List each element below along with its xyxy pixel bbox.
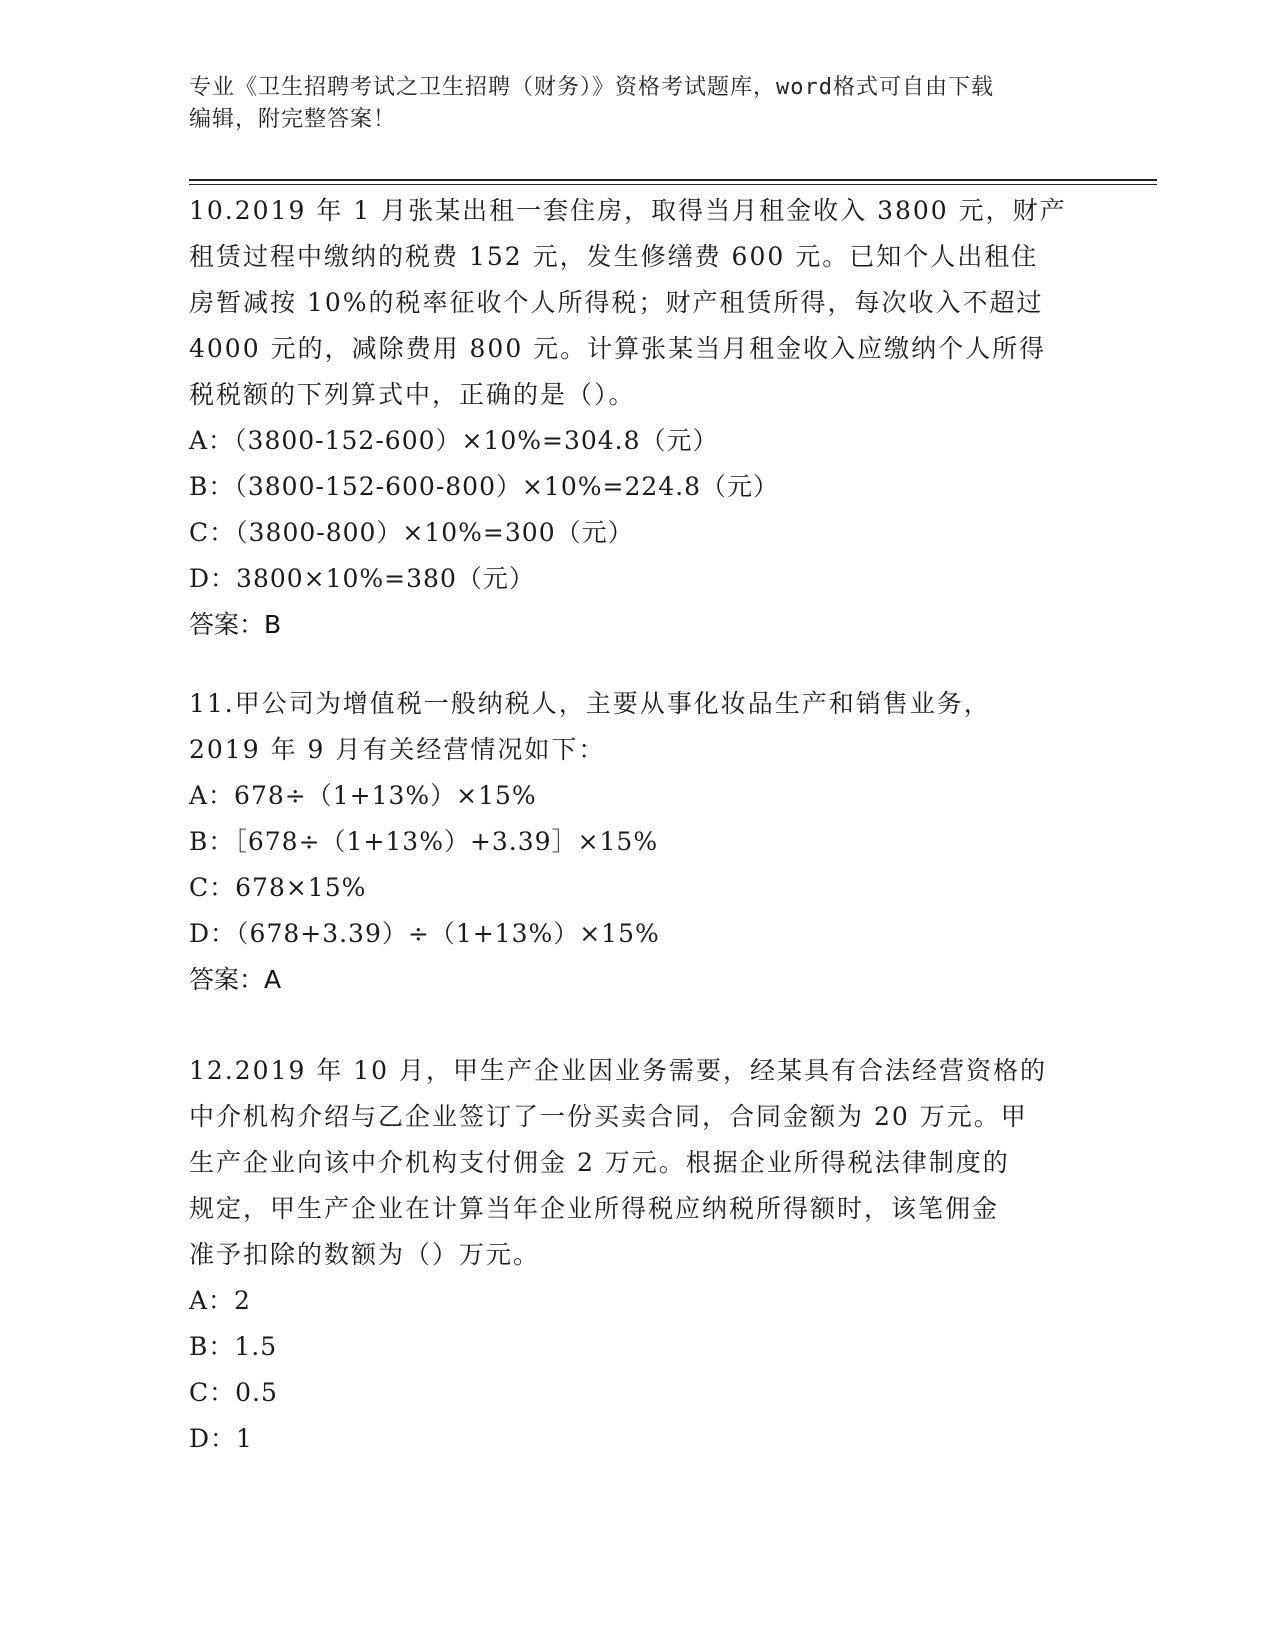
question-line: 10.2019 年 1 月张某出租一套住房，取得当月租金收入 3800 元，财产 [189,196,1067,225]
question-text [189,681,1089,773]
option-a: A：2 [189,1286,251,1315]
header-line: 专业《卫生招聘考试之卫生招聘（财务）》资格考试题库，word格式可自由下载 [189,75,994,100]
question-text [189,1048,1089,1278]
option-b: B：（3800-152-600-800）×10%=224.8（元） [189,472,780,501]
question-line: 2019 年 9 月有关经营情况如下： [189,735,606,764]
question-line: 中介机构介绍与乙企业签订了一份买卖合同，合同金额为 20 万元。甲 [189,1102,1028,1131]
question-line: 税税额的下列算式中，正确的是（）。 [189,380,636,409]
option-d: D：1 [189,1424,253,1453]
document-header [189,72,1069,136]
question-line: 12.2019 年 10 月，甲生产企业因业务需要，经某具有合法经营资格的 [189,1056,1048,1085]
option-b: B：1.5 [189,1332,278,1361]
option-d: D：（678+3.39）÷（1+13%）×15% [189,919,660,948]
question-line: 11.甲公司为增值税一般纳税人，主要从事化妆品生产和销售业务， [189,689,991,718]
option-c: C：0.5 [189,1378,278,1407]
header-divider-thick [189,179,1157,181]
option-c: C：（3800-800）×10%=300（元） [189,518,634,547]
question-line: 租赁过程中缴纳的税费 152 元，发生修缮费 600 元。已知个人出租住 [189,242,1039,271]
answer-label: 答案：B [189,610,282,639]
question-line: 准予扣除的数额为（）万元。 [189,1240,541,1269]
answer-label: 答案：A [189,965,282,994]
question-11 [189,681,1089,1003]
header-divider-thin [189,184,1157,185]
question-line: 4000 元的，减除费用 800 元。计算张某当月租金收入应缴纳个人所得 [189,334,1047,363]
question-10 [189,188,1089,648]
question-line: 生产企业向该中介机构支付佣金 2 万元。根据企业所得税法律制度的 [189,1148,1010,1177]
option-c: C：678×15% [189,873,367,902]
question-line: 规定，甲生产企业在计算当年企业所得税应纳税所得额时，该笔佣金 [189,1194,1000,1223]
question-12 [189,1048,1089,1462]
question-line: 房暂减按 10%的税率征收个人所得税；财产租赁所得，每次收入不超过 [189,288,1044,317]
option-b: B：［678÷（1+13%）+3.39］×15% [189,827,659,856]
header-line: 编辑，附完整答案！ [189,107,397,132]
option-a: A：678÷（1+13%）×15% [189,781,537,810]
option-a: A：（3800-152-600）×10%=304.8（元） [189,426,719,455]
option-d: D：3800×10%=380（元） [189,564,535,593]
question-text [189,188,1089,418]
